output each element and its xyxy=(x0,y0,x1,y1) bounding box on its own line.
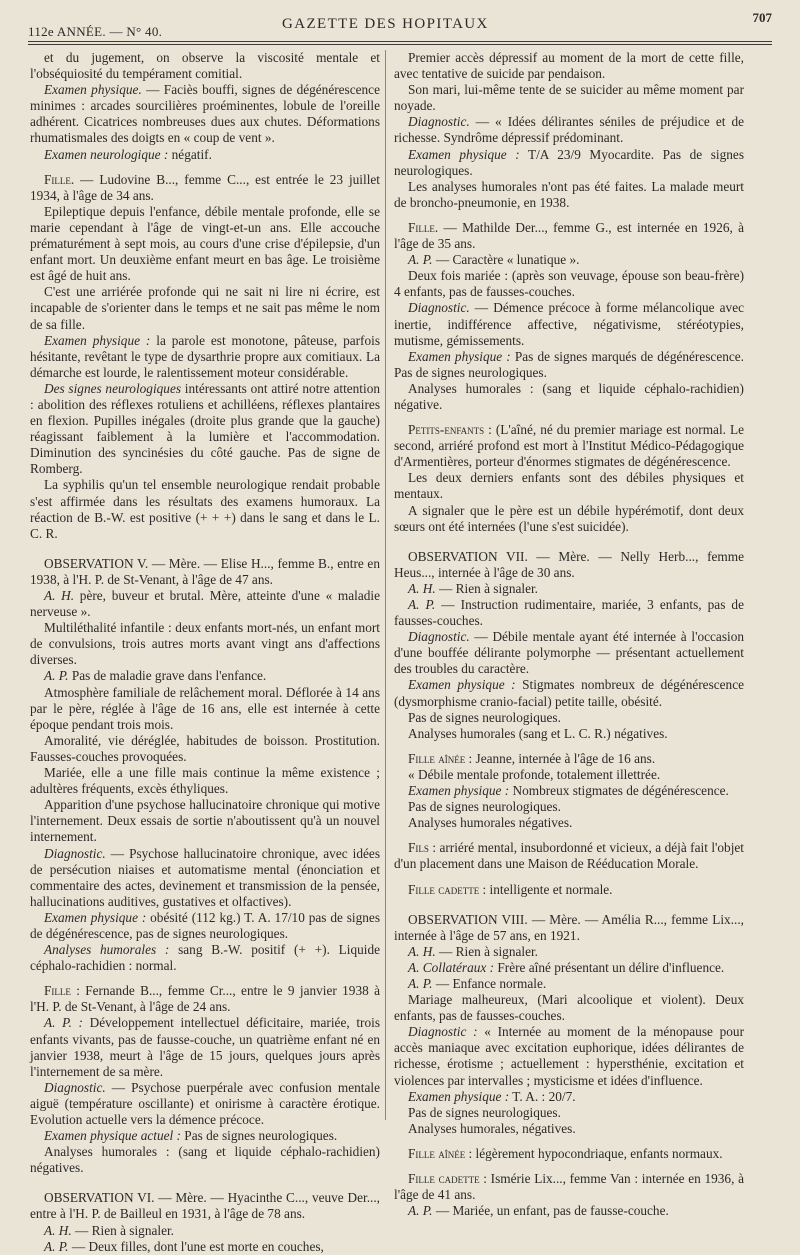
paragraph-lead: A. P. : xyxy=(44,1015,83,1031)
paragraph xyxy=(394,1024,744,1088)
paragraph xyxy=(394,677,744,709)
paragraph-lead: Fille. xyxy=(408,219,439,235)
paragraph-text: Pas de signes neurologiques. xyxy=(180,1128,338,1144)
paragraph xyxy=(394,220,744,252)
paragraph-text: « Débile mentale profonde, totalement illettrée. xyxy=(408,766,661,782)
paragraph-lead: A. P. xyxy=(408,252,433,268)
paragraph-text: Multiléthalité infantile : deux enfants mort-nés, un enfant mort de convulsions, trois autres morts avant vingt ans d'affections diverses. xyxy=(30,620,380,668)
paragraph-text: A signaler que le père est un débile hypérémotif, dont deux sœurs ont été internées (l'une s'est suicidée). xyxy=(394,502,744,534)
paragraph-text: Ismérie Lix..., femme Van : internée en 1936, à l'âge de 41 ans. xyxy=(394,1171,744,1203)
paragraph xyxy=(30,1223,380,1239)
paragraph xyxy=(30,82,380,146)
page-header xyxy=(28,10,772,44)
paragraph-lead: Fille cadette : xyxy=(408,881,487,897)
paragraph xyxy=(394,767,744,783)
paragraph-text: — Instruction rudimentaire, mariée, 3 enfants, pas de fausses-couches. xyxy=(394,597,744,629)
paragraph xyxy=(394,629,744,677)
paragraph-text: Frère aîné présentant un délire d'influence. xyxy=(494,959,725,975)
paragraph xyxy=(394,114,744,146)
paragraph xyxy=(394,726,744,742)
paragraph-lead: A. P. xyxy=(44,668,69,684)
left-column xyxy=(30,50,381,1254)
paragraph-text: Son mari, lui-même tente de se suicider au même moment par noyade. xyxy=(394,82,744,114)
paragraph-lead: Fille aînée : xyxy=(408,750,473,766)
header-rule xyxy=(28,41,772,42)
paragraph-lead: A. H. xyxy=(44,1222,72,1238)
paragraph xyxy=(394,944,744,960)
paragraph-text: OBSERVATION VII. — Mère. — Nelly Herb..., femme Heus..., internée à l'âge de 30 ans. xyxy=(394,548,744,580)
observation-heading xyxy=(394,549,744,581)
paragraph-text: — Caractère « lunatique ». xyxy=(432,252,580,268)
paragraph xyxy=(30,983,380,1015)
paragraph xyxy=(394,1146,744,1162)
paragraph-text: Les analyses humorales n'ont pas été faites. La malade meurt de broncho-pneumonie, en 1938. xyxy=(394,178,744,210)
paragraph-lead: A. H. xyxy=(44,588,75,603)
paragraph xyxy=(30,620,380,668)
paragraph xyxy=(394,179,744,211)
paragraph xyxy=(394,1105,744,1121)
paragraph-text: — Débile mentale ayant été internée à l'occasion d'une bouffée délirante polymorphe — présentant actuellement des troubles du caractère. xyxy=(394,629,744,677)
paragraph-lead: Examen physique : xyxy=(44,909,147,925)
paragraph xyxy=(394,1171,744,1203)
paragraph-text: — Rien à signaler. xyxy=(435,580,538,596)
paragraph xyxy=(394,1203,744,1219)
paragraph xyxy=(394,992,744,1024)
paragraph xyxy=(394,381,744,413)
paragraph-text: T. A. : 20/7. xyxy=(509,1088,576,1104)
paragraph-lead: Diagnostic. xyxy=(408,629,470,645)
paragraph-text: « Internée au moment de la ménopause pour accès maniaque avec excitation euphorique, idées délirantes de richesse, érotisme ; actuellement : hypersthénie, excitation et violences par intervalles ; mysticisme et idées d'influence. xyxy=(394,1024,744,1088)
paragraph-text: — Mathilde Der..., femme G., est internée en 1926, à l'âge de 35 ans. xyxy=(394,219,744,252)
paragraph xyxy=(30,588,380,620)
paragraph xyxy=(394,252,744,268)
paragraph xyxy=(394,268,744,300)
paragraph-text: la parole est monotone, pâteuse, parfois hésitante, revêtant le type de dysarthrie propre aux comitiaux. La démarche est lourde, le ralentissement moteur considérable. xyxy=(30,332,380,380)
paragraph-text: Développement intellectuel déficitaire, mariée, trois enfants vivants, pas de fausse-couche, un quatrième enfant né en janvier 1938, meurt à l'âge de 15 jours, quelques jours après l'internement de sa mère. xyxy=(30,1015,380,1079)
journal-title: GAZETTE DES HOPITAUX xyxy=(282,16,489,32)
paragraph-lead: Diagnostic. xyxy=(44,1079,106,1095)
paragraph xyxy=(30,147,380,163)
column-divider xyxy=(385,50,386,1120)
paragraph-text: négatif. xyxy=(168,146,212,162)
paragraph-lead: Diagnostic. xyxy=(408,300,470,316)
paragraph xyxy=(30,846,380,910)
paragraph-text: — Psychose puerpérale avec confusion mentale aiguë (température oscillante) et onirisme à caractère érotique. Evolution actuelle vers la démence précoce. xyxy=(30,1079,380,1127)
paragraph-text: intelligente et normale. xyxy=(486,881,613,897)
paragraph-text: OBSERVATION VI. — Mère. — Hyacinthe C..., veuve Der..., entre à l'H. P. de Bailleul en 1931, à l'âge de 78 ans. xyxy=(30,1190,380,1222)
paragraph xyxy=(30,1144,380,1176)
paragraph-lead: Examen physique : xyxy=(408,783,510,799)
paragraph xyxy=(394,597,744,629)
paragraph-text: — Rien à signaler. xyxy=(435,943,538,959)
page-number: 707 xyxy=(752,10,772,25)
paragraph-lead: Examen physique : xyxy=(408,677,516,693)
paragraph-text: — Ludovine B..., femme C..., est entrée le 23 juillet 1934, à l'âge de 34 ans. xyxy=(30,171,380,203)
paragraph xyxy=(30,765,380,797)
paragraph-lead: Fille : xyxy=(44,983,80,999)
paragraph xyxy=(394,840,744,872)
paragraph-text: — Enfance normale. xyxy=(432,975,547,991)
paragraph-lead: Analyses humorales : xyxy=(44,942,170,958)
paragraph-lead: Fille aînée : xyxy=(408,1145,473,1161)
paragraph xyxy=(30,1080,380,1128)
observation-heading xyxy=(394,912,744,944)
paragraph xyxy=(394,50,744,82)
paragraph xyxy=(30,942,380,974)
paragraph-text: sang B.-W. positif (+ +). Liquide céphalo-rachidien : normal. xyxy=(30,942,380,974)
issue-number: 112e ANNÉE. — N° 40. xyxy=(28,24,163,39)
paragraph-text: Pas de signes neurologiques. xyxy=(408,799,561,815)
paragraph xyxy=(394,300,744,348)
paragraph-text: Amoralité, vie déréglée, habitudes de boisson. Prostitution. Fausses-couches provoquées. xyxy=(30,732,380,764)
paragraph-text: La syphilis qu'un tel ensemble neurologique rendait probable s'est affirmée dans les résultats des examens humoraux. La réaction de B.-W. est positive (+ + +) dans le sang et dans le L. C. R. xyxy=(30,477,380,541)
paragraph xyxy=(30,477,380,541)
paragraph-text: Atmosphère familiale de relâchement moral. Déflorée à 14 ans par le père, réglée à l'âge de 16 ans, elle est internée à cette époque pendant trois mois. xyxy=(30,684,380,732)
paragraph-lead: Diagnostic : xyxy=(408,1024,478,1040)
paragraph-text: — Rien à signaler. xyxy=(71,1222,174,1238)
paragraph-text: Pas de maladie grave dans l'enfance. xyxy=(68,668,267,684)
paragraph-text: — Deux filles, dont l'une est morte en couches, xyxy=(68,1238,324,1254)
paragraph xyxy=(30,797,380,845)
paragraph xyxy=(30,1128,380,1144)
paragraph-text: — Mariée, un enfant, pas de fausse-couche. xyxy=(432,1203,669,1219)
paragraph-text: Epileptique depuis l'enfance, débile mentale profonde, elle se marie cependant à l'âge de vingt-et-un ans. Elle accouche prématurément à sept mois, au cours d'une crise d'épilepsie, d'un enfant mort. Un deuxième enfant meurt en bas âge. Le troisième est âgé de huit ans. xyxy=(30,203,380,284)
paragraph xyxy=(394,470,744,502)
paragraph-text: — Faciès bouffi, signes de dégénérescence minimes : arcades sourcilières proéminentes, lobule de l'oreille adhérent. Cicatrices nombreuses dues aux chutes. Déformations rhumatismales des doigts en « coup de vent ». xyxy=(30,82,380,146)
paragraph-text: Pas de signes marqués de dégénérescence. Pas de signes neurologiques. xyxy=(394,348,745,380)
right-column xyxy=(394,50,745,1219)
paragraph-text: obésité (112 kg.) T. A. 17/10 pas de signes de dégénérescence, pas de signes neurologiques. xyxy=(30,909,380,941)
paragraph-text: Stigmates nombreux de dégénérescence (dysmorphisme cranio-facial) petite taille, obésité. xyxy=(394,677,745,709)
paragraph xyxy=(394,882,744,898)
paragraph xyxy=(394,960,744,976)
paragraph-text: Analyses humorales (sang et L. C. R.) négatives. xyxy=(408,725,668,741)
paragraph-text: — Psychose hallucinatoire chronique, avec idées de persécution niaises et automatisme mental (énonciation et commentaire des actes, devinement et transmission de la pensée, hallucinations auditives, gustatives et olfactives). xyxy=(30,845,380,909)
paragraph xyxy=(394,581,744,597)
paragraph-text: — « Idées délirantes séniles de préjudice et de richesse. Syndrôme dépressif prédominant. xyxy=(394,114,744,146)
paragraph xyxy=(30,204,380,284)
paragraph-text: OBSERVATION V. — Mère. — Elise H..., femme B., entre en 1938, à l'H. P. de St-Venant, à l'âge de 47 ans. xyxy=(30,555,380,587)
observation-heading xyxy=(30,1190,380,1222)
paragraph-text: (L'aîné, né du premier mariage est normal. Le second, arriéré profond est mort à l'Institut Médico-Pédagogique d'Armentières, porteur d'énormes stigmates de dégénérescence. xyxy=(394,422,744,470)
paragraph-lead: A. Collatéraux : xyxy=(408,959,495,975)
header-rule-double xyxy=(28,44,772,45)
paragraph-lead: Examen physique : xyxy=(44,332,151,348)
paragraph xyxy=(30,50,380,82)
paragraph xyxy=(394,147,744,179)
paragraph-lead: Examen physique : xyxy=(408,1088,510,1104)
paragraph xyxy=(394,976,744,992)
paragraph xyxy=(30,333,380,381)
paragraph-lead: Diagnostic. xyxy=(408,114,470,130)
observation-heading xyxy=(30,556,380,588)
paragraph-text: Analyses humorales : (sang et liquide céphalo-rachidien) négatives. xyxy=(30,1144,380,1176)
paragraph-text: intéressants ont attiré notre attention : abolition des réflexes rotuliens et achilléens, réflexes plantaires en flexion. Pupilles inégales (droite plus grande que la gauche) réagissant faiblement à la lumière et l'accommodation. Diminution des syncinésies du côté gauche. Pas de signe de Romberg. xyxy=(30,380,380,477)
paragraph-text: T/A 23/9 Myocardite. Pas de signes neurologiques. xyxy=(394,146,744,178)
paragraph xyxy=(394,422,744,470)
paragraph xyxy=(30,381,380,478)
paragraph-text: Deux fois mariée : (après son veuvage, épouse son beau-frère) 4 enfants, pas de fausses-couches. xyxy=(394,268,744,300)
paragraph xyxy=(394,751,744,767)
paragraph xyxy=(30,910,380,942)
paragraph-lead: Fils : xyxy=(408,840,437,856)
paragraph-lead: Petits-enfants : xyxy=(408,422,492,438)
paragraph-text: Pas de signes neurologiques. xyxy=(408,709,561,725)
paragraph-text: arriéré mental, insubordonné et vicieux, a déjà fait l'objet d'un placement dans une Maison de Rééducation Morale. xyxy=(394,840,744,872)
paragraph xyxy=(30,284,380,332)
paragraph-text: OBSERVATION VIII. — Mère. — Amélia R..., femme Lix..., internée à l'âge de 57 ans, en 1921. xyxy=(394,911,744,943)
paragraph-text: Analyses humorales négatives. xyxy=(408,815,573,831)
paragraph-lead: A. P. xyxy=(44,1238,69,1254)
paragraph xyxy=(394,710,744,726)
paragraph xyxy=(30,1015,380,1079)
paragraph-lead: A. P. xyxy=(408,975,433,991)
paragraph xyxy=(394,349,744,381)
paragraph xyxy=(30,172,380,204)
paragraph-lead: Examen neurologique : xyxy=(44,146,169,162)
paragraph-text: Apparition d'une psychose hallucinatoire chronique qui motive l'internement. Deux essais de sortie n'aboutissent qu'à un nouvel internement. xyxy=(30,797,380,845)
paragraph-text: Fernande B..., femme Cr..., entre le 9 janvier 1938 à l'H. P. de St-Venant, à l'âge de 24 ans. xyxy=(30,983,380,1015)
paragraph-text: C'est une arriérée profonde qui ne sait ni lire ni écrire, est incapable de s'orienter dans le temps et ne sait pas même le nom de sa fille. xyxy=(30,284,380,332)
paragraph-lead: Fille. xyxy=(44,171,75,187)
paragraph-text: Nombreux stigmates de dégénérescence. xyxy=(509,783,729,799)
paragraph xyxy=(30,733,380,765)
paragraph-text: Mariée, elle a une fille mais continue la même existence ; adultères fréquents, excès éthyliques. xyxy=(30,765,380,797)
paragraph-lead: Fille cadette : xyxy=(408,1171,487,1186)
paragraph-lead: A. P. xyxy=(408,1203,433,1219)
paragraph xyxy=(394,815,744,831)
paragraph xyxy=(394,1121,744,1137)
paragraph-lead: Examen physique actuel : xyxy=(44,1128,181,1144)
paragraph-text: Pas de signes neurologiques. xyxy=(408,1104,561,1120)
paragraph xyxy=(30,1239,380,1255)
paragraph-lead: Des signes neurologiques xyxy=(44,380,182,396)
paragraph xyxy=(394,783,744,799)
paragraph xyxy=(394,1089,744,1105)
paragraph-text: père, buveur et brutal. Mère, atteinte d'une « maladie nerveuse ». xyxy=(30,588,381,620)
paragraph xyxy=(394,82,744,114)
paragraph-text: et du jugement, on observe la viscosité mentale et l'obséquiosité du tempérament comitial. xyxy=(30,50,380,82)
paragraph xyxy=(394,799,744,815)
paragraph-lead: A. H. xyxy=(408,943,436,959)
paragraph-text: Jeanne, internée à l'âge de 16 ans. xyxy=(472,750,656,766)
paragraph-text: Analyses humorales, négatives. xyxy=(408,1120,576,1136)
paragraph-text: Premier accès dépressif au moment de la mort de cette fille, avec tentative de suicide par pendaison. xyxy=(394,50,744,82)
paragraph xyxy=(30,685,380,733)
paragraph-lead: A. H. xyxy=(408,580,436,596)
paragraph-lead: Examen physique : xyxy=(408,146,520,162)
paragraph-lead: Diagnostic. xyxy=(44,845,106,861)
paragraph xyxy=(30,668,380,684)
paragraph-lead: A. P. xyxy=(408,597,436,612)
paragraph-text: — Démence précoce à forme mélancolique avec inertie, indifférence affective, négativisme, stéréotypies, mutisme, gémissements. xyxy=(394,300,744,348)
paragraph-text: légèrement hypocondriaque, enfants normaux. xyxy=(472,1145,723,1161)
paragraph-lead: Examen physique. xyxy=(44,82,142,98)
paragraph-text: Les deux derniers enfants sont des débiles physiques et mentaux. xyxy=(394,470,744,502)
paragraph-text: Mariage malheureux, (Mari alcoolique et violent). Deux enfants, pas de fausses-couches. xyxy=(394,992,744,1024)
paragraph-text: Analyses humorales : (sang et liquide céphalo-rachidien) négative. xyxy=(394,380,744,412)
paragraph-lead: Examen physique : xyxy=(408,348,511,364)
paragraph xyxy=(394,503,744,535)
